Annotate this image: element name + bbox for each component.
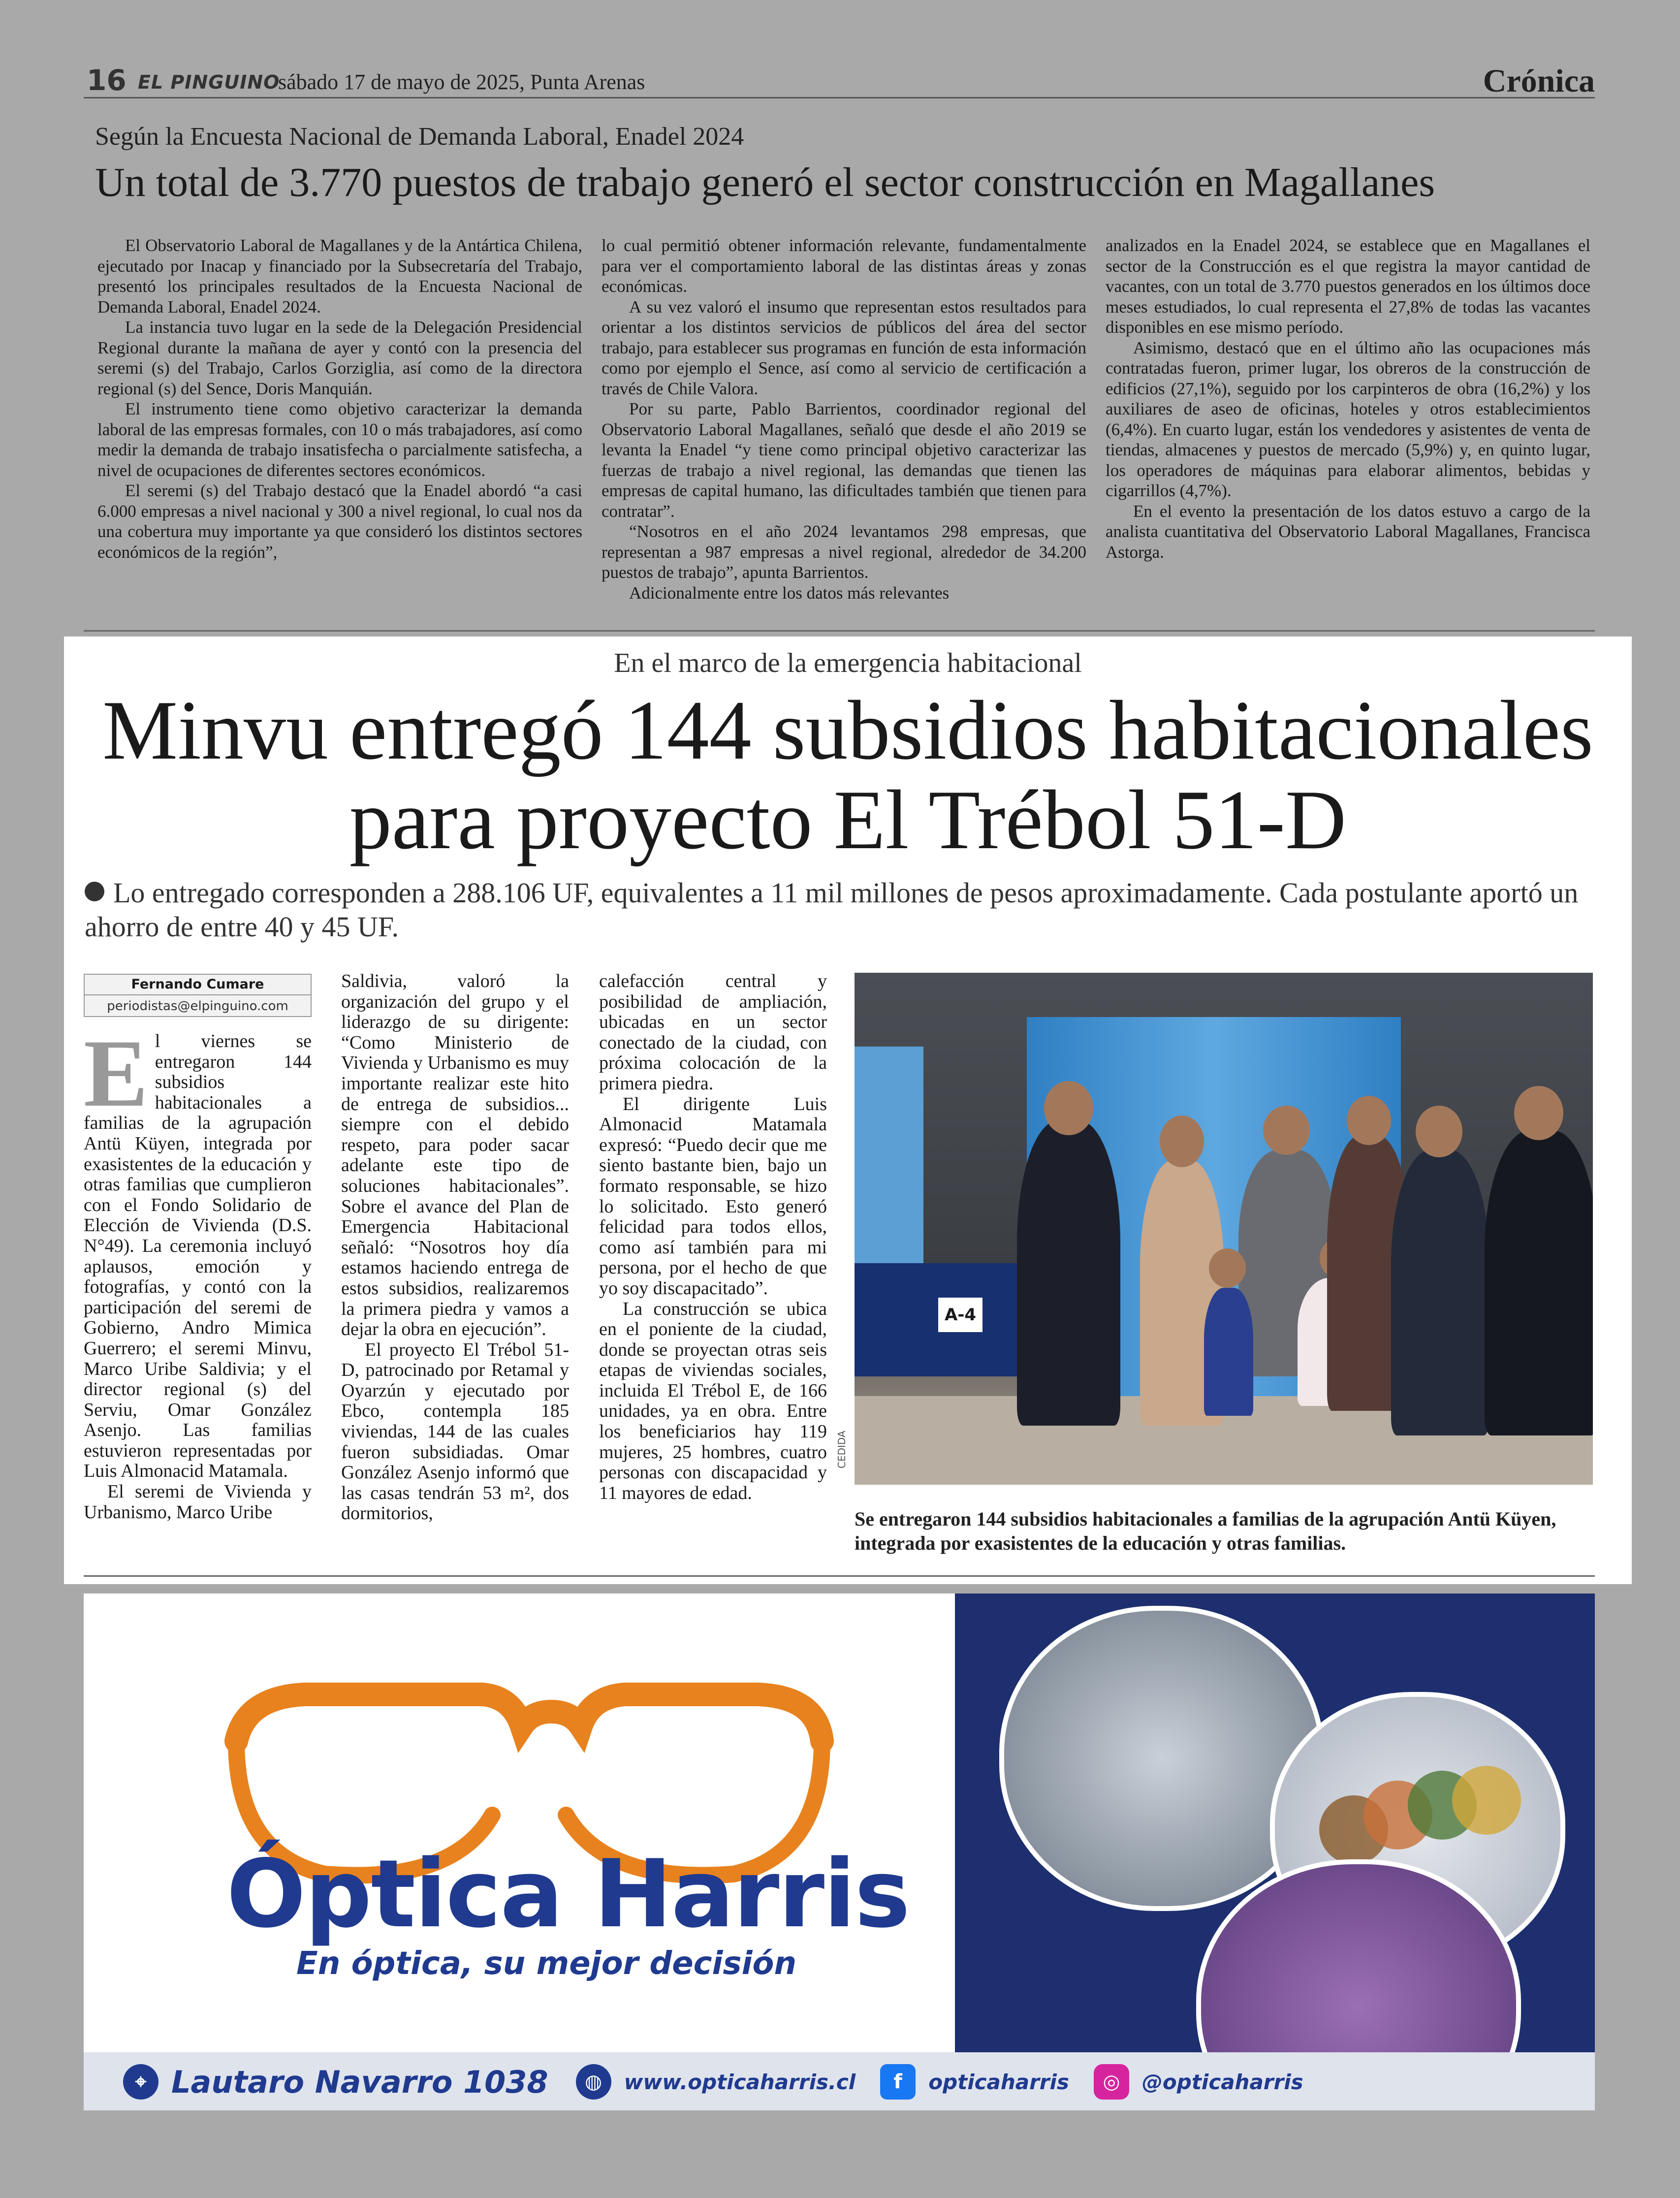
paragraph: La construcción se ubica en el poniente de la ciudad, donde se proyectan otras seis etapas de viviendas sociales, incluida El Trébol E, de 166 unidades, ya en obra. Entre los beneficiarios hay 119 mujeres, 25 hombres, cuatro personas con discapacidad y 11 mayores de edad.	[599, 1298, 827, 1503]
location-pin-icon: ⌖	[123, 2064, 158, 2100]
paragraph: Adicionalmente entre los datos más relevantes	[629, 583, 950, 603]
divider	[84, 1575, 1595, 1577]
photo-table	[855, 1263, 1032, 1376]
paragraph	[84, 1020, 312, 1482]
author-name: Fernando Cumare	[85, 975, 311, 995]
ad-website-link[interactable]: www.opticaharris.cl	[624, 2070, 856, 2094]
ad-tagline: En óptica, su mejor decisión	[296, 1945, 797, 1982]
paragraph: El dirigente Luis Almonacid Matamala expresó: “Puedo decir que me siento bastante bien, bajo un formato responsable, se hizo lo solicitado. Esto generó felicidad para todos ellos, como así también para mi persona, por el hecho de que yo soy discapacitado”.	[599, 1093, 827, 1299]
paragraph: A su vez valoró el insumo que representan estos resultados para orientar a los distintos servicios de públicos del área del sector trabajo, para establecer sus programas en función de esta información como por ejemplo el Sence, así como al servicio de certificación a través de Chile Valora.	[602, 297, 1086, 398]
top-article-column-2	[602, 235, 1086, 603]
top-article-column-3	[1106, 235, 1590, 562]
globe-icon: ◍	[576, 2064, 611, 2100]
paragraph: Por su parte, Pablo Barrientos, coordinador regional del Observatorio Laboral Magallanes, señaló que desde el año 2019 se levanta la Enadel “y tiene como principal objetivo caracterizar las fuerzas de trabajo a nivel regional, las demandas que tienen las empresas de capital humano, las dificultades también que tienen para contratar”.	[602, 399, 1086, 521]
paragraph: El seremi (s) del Trabajo destacó que la Enadel abordó “a casi 6.000 empresas a nivel nacional y 300 a nivel regional, lo cual nos da una cobertura muy importante ya que consideró los distintos sectores económicos de la región”,	[97, 481, 582, 562]
ad-address: Lautaro Navarro 1038	[171, 2064, 548, 2100]
divider	[84, 630, 1595, 632]
paragraph: El proyecto El Trébol 51-D, patrocinado por Retamal y Oyarzún y ejecutado por Ebco, contempla 185 viviendas, 144 de las cuales fueron subsidiadas. Omar González Asenjo informó que las casas tendrán 53 m², dos dormitorios,	[341, 1339, 569, 1524]
person-head	[1347, 1096, 1391, 1145]
optica-harris-ad[interactable]	[84, 1593, 1595, 2110]
feature-column-3	[599, 971, 827, 1503]
paragraph: calefacción central y posibilidad de ampliación, ubicadas en un sector conectado de la ciudad, con próxima colocación de la primera piedra.	[599, 971, 827, 1094]
paragraph: analizados en la Enadel 2024, se establece que en Magallanes el sector de la Construcción es el que registra la mayor cantidad de vacantes, con un total de 3.770 puestos generados en los últimos doce meses estudiados, lo cual representa el 27,8% de todas las vacantes disponibles en ese mismo período.	[1106, 236, 1590, 337]
feature-column-1	[84, 1020, 312, 1523]
paragraph: La instancia tuvo lugar en la sede de la Delegación Presidencial Regional durante la mañana de ayer y contó con la presencia del seremi (s) del Trabajo, Carlos Gorziglia, así como de la directora regional (s) del Sence, Doris Manquián.	[97, 318, 582, 398]
paragraph: El instrumento tiene como objetivo caracterizar la demanda laboral de las empresas formales, con 10 o más trabajadores, así como medir la demanda de trabajo insatisfecha o parcialmente satisfecha, a nivel de ocupaciones de diferentes sectores económicos.	[97, 399, 582, 480]
headline-line-2: para proyecto El Trébol 51-D	[349, 773, 1347, 867]
person-head	[1044, 1081, 1093, 1135]
newspaper-brand: EL PINGUINO	[138, 71, 280, 93]
paragraph: Saldivia, valoró la organización del grupo y el liderazgo de su dirigente: “Como Ministerio de Vivienda y Urbanismo es muy importante realizar este hito de entrega de subsidios... siempre con el debido respeto, para poder sacar adelante este tipo de soluciones habitacionales”. Sobre el avance del Plan de Emergencia Habitacional señaló: “Nosotros hoy día estamos haciendo entrega de estos subsidios, realizaremos la primera piedra y vamos a dejar la obra en ejecución”.	[341, 971, 569, 1340]
paragraph: El seremi de Vivienda y Urbanismo, Marco Uribe	[84, 1481, 312, 1523]
paragraph: El Observatorio Laboral de Magallanes y de la Antártica Chilena, ejecutado por Inacap y financiado por la Subsecretaría del Trabajo, presentó los principales resultados de la Encuesta Nacional de Demanda Laboral, Enadel 2024.	[97, 236, 582, 317]
section-title: Crónica	[1483, 63, 1595, 99]
paragraph: lo cual permitió obtener información relevante, fundamentalmente para ver el comportamiento laboral de las distintas áreas y zonas económicas.	[602, 236, 1086, 296]
article-photo	[855, 973, 1593, 1485]
featured-article	[64, 637, 1632, 1584]
feature-headline	[64, 686, 1632, 865]
person-head	[1160, 1115, 1204, 1167]
paragraph: “Nosotros en el año 2024 levantamos 298 empresas, que representan a 987 empresas a nivel regional, alrededor de 34.200 puestos de trabajo”, apunta Barrientos.	[602, 522, 1086, 582]
photo-credit: CEDIDA	[836, 1431, 848, 1468]
paragraph: En el evento la presentación de los datos estuvo a cargo de la analista cuantitativa del Observatorio Laboral Magallanes, Francisca Astorga.	[1106, 501, 1590, 562]
person	[1485, 1130, 1593, 1435]
person-head	[1416, 1106, 1462, 1157]
photo-caption: Se entregaron 144 subsidios habitacionales a familias de la agrupación Antü Küyen, integrada por exasistentes de la educación y otras familias.	[855, 1508, 1556, 1554]
drop-cap: E	[84, 1020, 148, 1127]
photo-sign: A-4	[938, 1298, 983, 1332]
person	[1391, 1150, 1490, 1435]
bullet-icon	[85, 882, 104, 901]
page-header	[84, 62, 1595, 98]
feature-lead	[85, 876, 1611, 944]
person	[1204, 1288, 1253, 1416]
byline-box	[84, 974, 312, 1017]
lens-tint	[1452, 1766, 1521, 1835]
person-head	[1514, 1086, 1563, 1140]
top-article-kicker: Según la Encuesta Nacional de Demanda Laboral, Enadel 2024	[95, 123, 744, 151]
ad-contact-info	[123, 2062, 1315, 2102]
paragraph-text: l viernes se entregaron 144 subsidios habitacionales a familias de la agrupación Antü Küyen, integrada por exasistentes de la educación y otras familias que cumplieron con el Fondo Solidario de Elección de Vivienda (D.S. N°49). La ceremonia incluyó aplausos, emoción y fotografías, y contó con la participación del seremi de Gobierno, Andro Mimica Guerrero; el seremi Minvu, Marco Uribe Saldivia; y el director regional (s) del Serviu, Omar González Asenjo. Las familias estuvieron representadas por Luis Almonacid Matamala.	[84, 1031, 312, 1482]
person-head	[1263, 1106, 1310, 1155]
paragraph: Asimismo, destacó que en el último año las ocupaciones más contratadas fueron, primer lugar, los obreros de la construcción de edificios (27,1%), seguido por los carpinteros de obra (16,2%) y los auxiliares de aseo de oficinas, hoteles y otros establecimientos (6,4%). En cuarto lugar, están los vendedores y asistentes de venta de tiendas, almacenes y puestos de mercado (5,9%) y, en quinto lugar, los operadores de máquinas para elaborar alimentos, bebidas y cigarrillos (4,7%).	[1106, 338, 1590, 500]
ad-instagram-link[interactable]: @opticaharris	[1141, 2070, 1303, 2094]
author-email: periodistas@elpinguino.com	[107, 999, 288, 1014]
headline-line-1: Minvu entregó 144 subsidios habitacionales	[102, 684, 1593, 777]
feature-column-2	[341, 971, 569, 1524]
facebook-icon: f	[880, 2064, 916, 2100]
top-article-headline: Un total de 3.770 puestos de trabajo generó el sector construcción en Magallanes	[95, 159, 1435, 205]
ad-logo-text: Óptica Harris	[226, 1840, 910, 1948]
page-number: 16	[87, 64, 127, 97]
person-head	[1209, 1248, 1246, 1288]
top-article-column-1	[97, 235, 582, 562]
person	[1017, 1120, 1120, 1426]
feature-kicker: En el marco de la emergencia habitacional	[614, 648, 1082, 678]
instagram-icon: ◎	[1094, 2064, 1129, 2100]
ad-facebook-link[interactable]: opticaharris	[928, 2070, 1069, 2094]
lead-text: Lo entregado corresponden a 288.106 UF, equivalentes a 11 mil millones de pesos aproximadamente. Cada postulante aportó un ahorro de entre 40 y 45 UF.	[85, 877, 1579, 943]
dateline: sábado 17 de mayo de 2025, Punta Arenas	[278, 70, 645, 94]
